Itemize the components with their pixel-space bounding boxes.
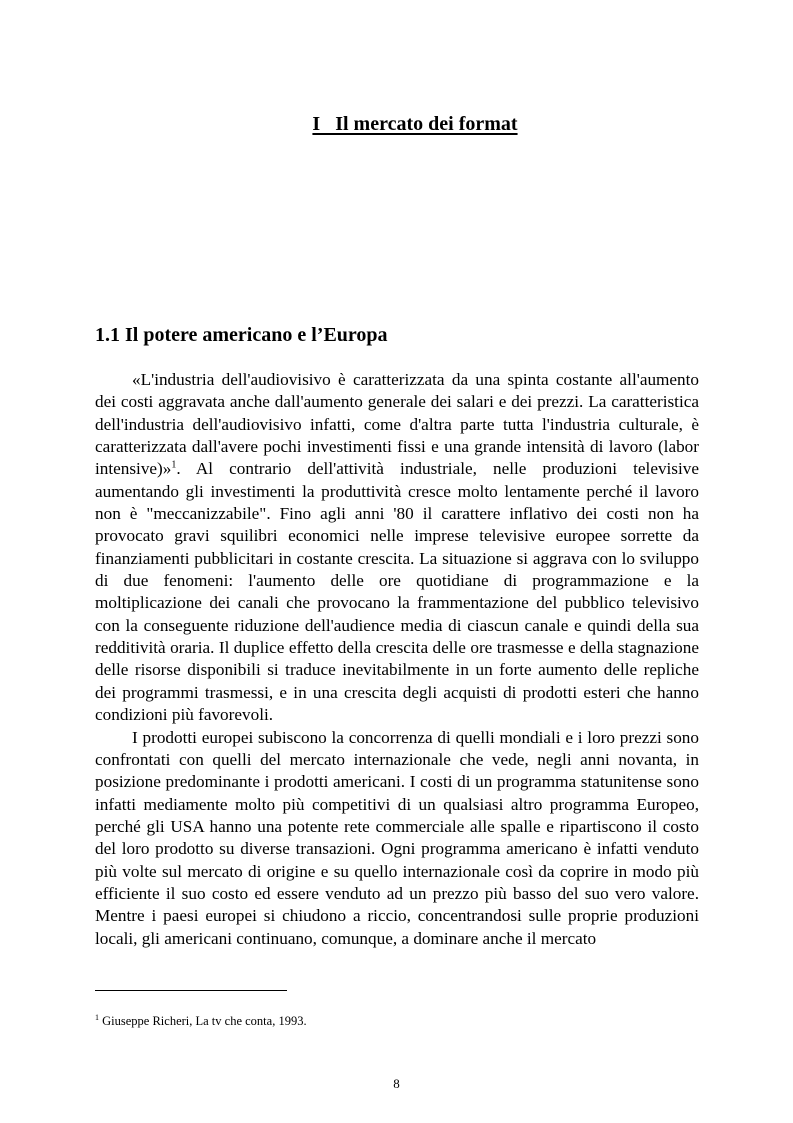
footnote-divider bbox=[95, 990, 287, 991]
paragraph-1-text-a: «L'industria dell'audiovisivo è caratterizzata da una spinta costante all'aumento dei costi aggravata anche dall'aumento generale dei salari e dei prezzi. La caratteristica dell'industria dell'audiovisivo infatti, come d'altra parte tutta l'industria culturale, è caratterizzata dall'avere pochi investimenti fissi e una grande intensità di lavoro (labor intensive)» bbox=[95, 370, 699, 479]
section-title: 1.1 Il potere americano e l’Europa bbox=[95, 324, 388, 346]
footnote-marker: 1 bbox=[95, 1012, 99, 1022]
footnote bbox=[95, 1013, 307, 1029]
chapter-title: I Il mercato dei format bbox=[312, 113, 518, 135]
page-number: 8 bbox=[393, 1076, 400, 1091]
footnote-text: Giuseppe Richeri, La tv che conta, 1993. bbox=[99, 1014, 307, 1028]
body-text bbox=[95, 369, 699, 950]
footnote-reference: 1 bbox=[171, 459, 177, 471]
paragraph-1 bbox=[95, 369, 699, 727]
paragraph-1-text-b: . Al contrario dell'attività industriale, nelle produzioni televisive aumentando gli investimenti la produttività cresce molto lentamente perché il lavoro non è "meccanizzabile". Fino agli anni '80 il carattere inflativo dei costi non ha provocato gravi squilibri economici nelle imprese televisive europee sorrette da finanziamenti pubblicitari in costante crescita. La situazione si aggrava con lo sviluppo di due fenomeni: l'aumento delle ore quotidiane di programmazione e la moltiplicazione dei canali che provocano la frammentazione del pubblico televisivo con la conseguente riduzione dell'audience media di ciascun canale e quindi della sua redditività oraria. Il duplice effetto della crescita delle ore trasmesse e della stagnazione delle risorse disponibili si traduce inevitabilmente in un forte aumento delle repliche dei programmi trasmessi, e in una crescita degli acquisti di prodotti esteri che hanno condizioni più favorevoli. bbox=[95, 459, 699, 725]
paragraph-2: I prodotti europei subiscono la concorrenza di quelli mondiali e i loro prezzi sono confrontati con quelli del mercato internazionale che vede, negli anni novanta, in posizione predominante i prodotti americani. I costi di un programma statunitense sono infatti mediamente molto più competitivi di un qualsiasi altro programma Europeo, perché gli USA hanno una potente rete commerciale alle spalle e ripartiscono il costo del loro prodotto su diverse transazioni. Ogni programma americano è infatti venduto più volte sul mercato di origine e su quello internazionale così da coprire in modo più efficiente il suo costo ed essere venduto ad un prezzo più basso del suo vero valore. Mentre i paesi europei si chiudono a riccio, concentrandosi sulle proprie produzioni locali, gli americani continuano, comunque, a dominare anche il mercato bbox=[95, 727, 699, 948]
